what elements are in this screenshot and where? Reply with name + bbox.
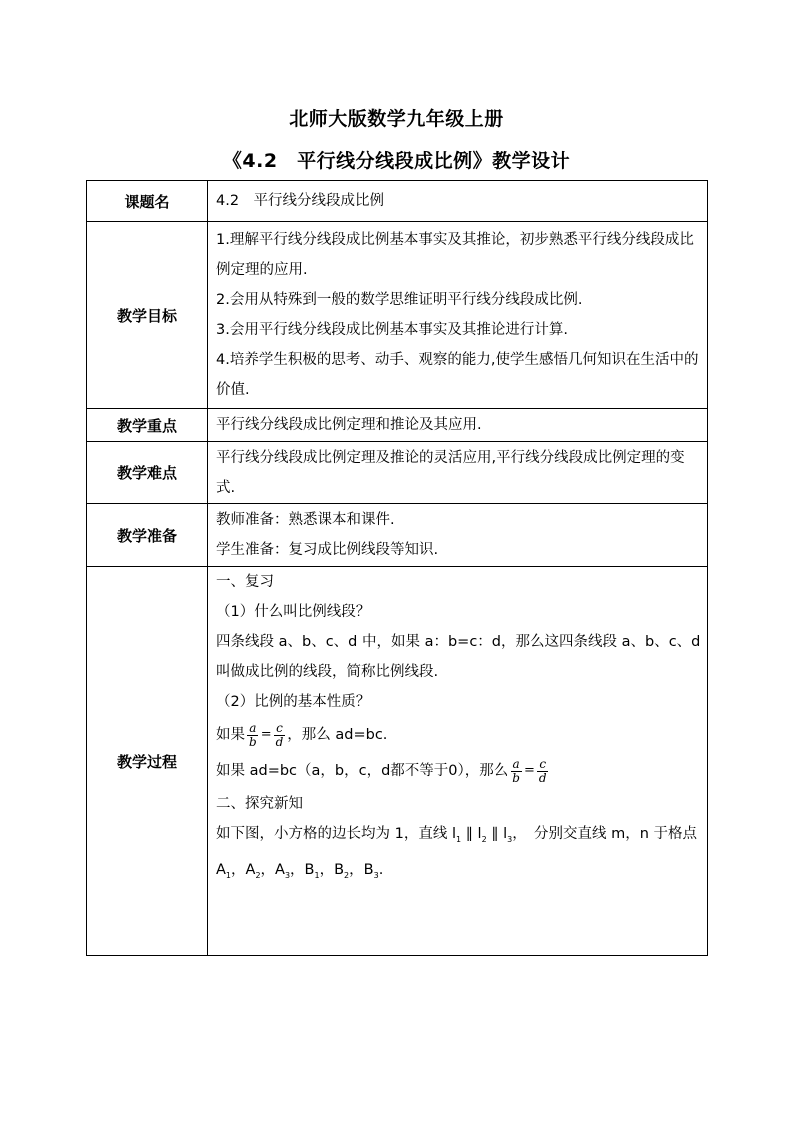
teacher-preparation: 教师准备：熟悉课本和课件. bbox=[216, 512, 395, 528]
explore-text-part: ，B bbox=[319, 861, 345, 878]
table-row-difficulties bbox=[87, 442, 708, 504]
review-heading: 一、复习 bbox=[216, 574, 274, 590]
key-points-value: 平行线分线段成比例定理和推论及其应用. bbox=[208, 409, 708, 442]
question-1: （1）什么叫比例线段？ bbox=[216, 604, 371, 620]
equals-sign: = bbox=[523, 763, 535, 778]
goal-item: 1.理解平行线分线段成比例基本事实及其推论，初步熟悉平行线分线段成比例定理的应用. bbox=[216, 232, 694, 278]
equals-sign: = bbox=[260, 727, 272, 742]
proportion-line-1 bbox=[216, 717, 701, 753]
explore-text-part: ∥ l bbox=[486, 826, 508, 842]
explore-text-part: ，A bbox=[260, 861, 285, 878]
fraction-c-over-d bbox=[274, 722, 286, 749]
subscript: 2 bbox=[481, 834, 487, 844]
fraction-numerator: c bbox=[539, 756, 547, 771]
fraction-denominator: b bbox=[249, 734, 257, 749]
fraction-numerator: a bbox=[249, 720, 257, 735]
preparation-label: 教学准备 bbox=[87, 504, 208, 567]
table-row-goals bbox=[87, 222, 708, 409]
line1-prefix: 如果 bbox=[216, 727, 245, 743]
subscript: 1 bbox=[314, 870, 320, 880]
line2-prefix: 如果 ad=bc（a，b，c，d都不等于0），那么 bbox=[216, 763, 509, 779]
explore-text-part: ，B bbox=[349, 861, 374, 878]
fraction-denominator: b bbox=[512, 770, 520, 785]
table-row-process bbox=[87, 567, 708, 956]
table-row-topic bbox=[87, 181, 708, 222]
process-label: 教学过程 bbox=[87, 567, 208, 956]
explore-text-part: ， 分别交直线 m，n 于格点 A bbox=[216, 826, 698, 878]
topic-label: 课题名 bbox=[87, 181, 208, 222]
process-content bbox=[208, 567, 708, 956]
subscript: 3 bbox=[373, 870, 379, 880]
fraction-numerator: c bbox=[276, 720, 283, 735]
goals-content bbox=[208, 222, 708, 409]
key-points-label: 教学重点 bbox=[87, 409, 208, 442]
lesson-plan-table bbox=[86, 180, 708, 956]
explore-text bbox=[216, 819, 701, 891]
fraction-c-over-d bbox=[537, 758, 549, 785]
goals-label: 教学目标 bbox=[87, 222, 208, 409]
difficulties-value: 平行线分线段成比例定理及推论的灵活应用,平行线分线段成比例定理的变式. bbox=[208, 442, 708, 504]
fraction-numerator: a bbox=[512, 756, 520, 771]
fraction-a-over-b bbox=[510, 758, 522, 785]
question-1-answer: 四条线段 a、b、c、d 中，如果 a：b=c：d，那么这四条线段 a、b、c、d 叫做成比例的线段，简称比例线段. bbox=[216, 634, 701, 680]
goal-item: 3.会用平行线分线段成比例基本事实及其推论进行计算. bbox=[216, 322, 568, 338]
question-2: （2）比例的基本性质？ bbox=[216, 694, 371, 710]
document-subtitle: 《4.2 平行线分线段成比例》教学设计 bbox=[222, 150, 571, 172]
explore-text-part: 如下图，小方格的边长均为 1，直线 l bbox=[216, 826, 456, 842]
subscript: 2 bbox=[255, 870, 261, 880]
subscript: 1 bbox=[455, 834, 462, 844]
fraction-a-over-b bbox=[247, 722, 259, 749]
table-row-key-points bbox=[87, 409, 708, 442]
preparation-content bbox=[208, 504, 708, 567]
explore-heading: 二、探究新知 bbox=[216, 796, 303, 812]
goal-item: 4.培养学生积极的思考、动手、观察的能力,使学生感悟几何知识在生活中的价值. bbox=[216, 352, 699, 398]
explore-text-part: ，B bbox=[290, 861, 315, 878]
difficulties-label: 教学难点 bbox=[87, 442, 208, 504]
explore-text-part: ，A bbox=[231, 861, 256, 878]
explore-text-part: ∥ l bbox=[461, 826, 482, 842]
subscript: 1 bbox=[225, 870, 232, 880]
explore-text-part: . bbox=[378, 861, 384, 878]
proportion-line-2 bbox=[216, 753, 701, 789]
table-row-preparation bbox=[87, 504, 708, 567]
topic-value: 4.2 平行线分线段成比例 bbox=[208, 181, 708, 222]
line1-suffix: ，那么 ad=bc. bbox=[287, 727, 388, 743]
student-preparation: 学生准备：复习成比例线段等知识. bbox=[216, 542, 439, 558]
fraction-denominator: d bbox=[538, 770, 547, 785]
document-title: 北师大版数学九年级上册 bbox=[289, 108, 504, 130]
subscript: 3 bbox=[507, 834, 513, 844]
fraction-denominator: d bbox=[275, 734, 284, 749]
goal-item: 2.会用从特殊到一般的数学思维证明平行线分线段成比例. bbox=[216, 292, 583, 308]
subscript: 3 bbox=[284, 870, 291, 880]
subscript: 2 bbox=[344, 870, 350, 880]
